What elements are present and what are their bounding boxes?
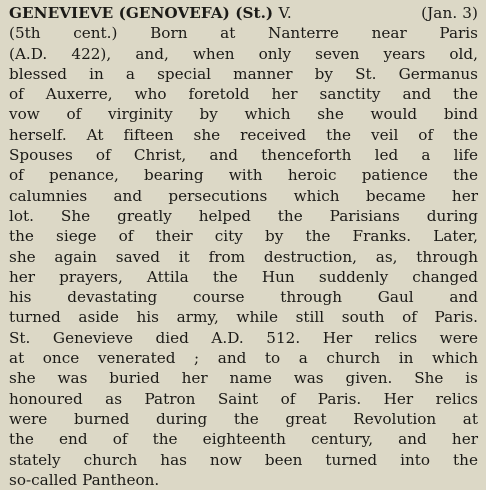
feast-date: (Jan. 3): [421, 4, 478, 22]
saint-designation: (St.): [235, 4, 274, 22]
entry-line: her prayers, Attila the Hun suddenly changed: [9, 267, 478, 286]
entry-line: she again saved it from destruction, as, through: [9, 247, 478, 266]
entry-line: vow of virginity by which she would bind: [9, 105, 478, 124]
entry-line: of penance, bearing with heroic patience the: [9, 166, 478, 185]
saint-rank: V.: [278, 4, 292, 22]
entry-line: herself. At fifteen she received the veil of the: [9, 125, 478, 144]
entry-line: the end of the eighteenth century, and her: [9, 430, 478, 449]
entry-body: [9, 23, 478, 490]
entry-line: of Auxerre, who foretold her sanctity and the: [9, 85, 478, 104]
entry-heading: [9, 3, 478, 23]
entry-line: she was buried her name was given. She is: [9, 369, 478, 388]
entry-line: honoured as Patron Saint of Paris. Her relics: [9, 389, 478, 408]
entry-line: calumnies and persecutions which became her: [9, 186, 478, 205]
entry-line: at once venerated ; and to a church in which: [9, 349, 478, 368]
entry-line: so-called Pantheon.: [9, 470, 160, 489]
entry-line: blessed in a special manner by St. Germanus: [9, 64, 478, 83]
entry-line: (A.D. 422), and, when only seven years old,: [9, 44, 478, 63]
entry-line: turned aside his army, while still south of Paris.: [9, 308, 478, 327]
entry-line: St. Genevieve died A.D. 512. Her relics were: [9, 328, 478, 347]
entry-line: the siege of their city by the Franks. Later,: [9, 227, 478, 246]
entry-line: were burned during the great Revolution at: [9, 409, 478, 428]
entry-line: stately church has now been turned into the: [9, 450, 478, 469]
entry-title-group: [9, 3, 292, 23]
saint-name: GENEVIEVE (GENOVEFA): [9, 4, 230, 22]
entry-line: (5th cent.) Born at Nanterre near Paris: [9, 24, 478, 43]
entry-line: lot. She greatly helped the Parisians during: [9, 206, 478, 225]
entry-line: Spouses of Christ, and thenceforth led a life: [9, 146, 478, 165]
entry-line: his devastating course through Gaul and: [9, 288, 478, 307]
